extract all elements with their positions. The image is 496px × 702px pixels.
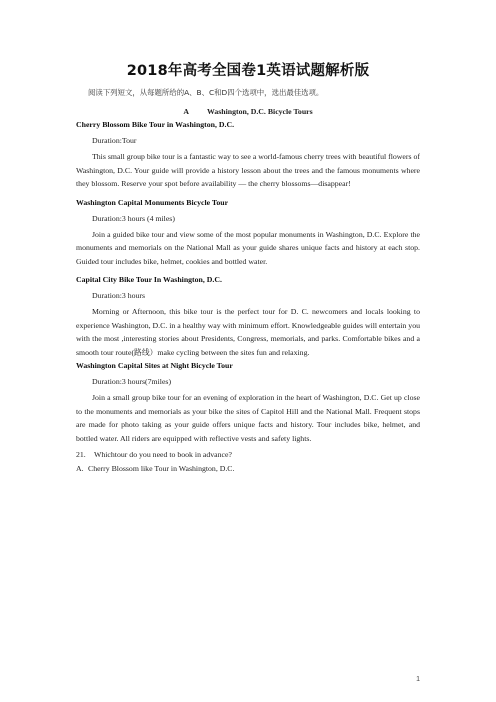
question-text: Whichtour do you need to book in advance?	[94, 450, 232, 459]
tour-duration: Duration:3 hours	[92, 291, 146, 300]
tour-title: Washington Capital Sites at Night Bicycle Tour	[76, 361, 233, 370]
tour-description: Morning or Afternoon, this bike tour is the perfect tour for D. C. newcomers and locals looking to experience Washington, D.C. in a healthy way with minimum effort. Knowledgeable guides will entertain you with the most ,interesting stories about Presidents, Congress, memorials, and parks. Comfortable bikes and a smooth tour route(路线）make cycling between the sites fun and relaxing.	[76, 307, 420, 357]
tour-duration: Duration:3 hours(7miles)	[92, 377, 172, 386]
tour-block-capital-monuments	[76, 196, 420, 269]
instructions: 阅读下列短文，从每题所给的A、B、C和D四个选项中，选出最佳选项。	[88, 88, 324, 97]
section-title: Washington, D.C. Bicycle Tours	[206, 107, 313, 116]
tour-description: This small group bike tour is a fantastic way to see a world-famous cherry trees with beautiful flowers of Washington, D.C. Your guide will provide a history lesson about the trees and the famous monuments where they blossom. Reserve your spot before availability — the cherry blossoms—disappear!	[76, 152, 420, 188]
tour-title: Cherry Blossom Bike Tour in Washington, D.C.	[76, 120, 235, 129]
tour-title: Washington Capital Monuments Bicycle Tour	[76, 197, 229, 207]
section-heading	[76, 106, 420, 118]
option-text: Cherry Blossom like Tour in Washington, D.C.	[88, 464, 235, 473]
tour-title: Capital City Bike Tour In Washington, D.C.	[76, 275, 222, 284]
document-content	[76, 62, 420, 476]
question-21	[76, 448, 420, 462]
section-letter: A	[183, 107, 189, 116]
document-title: 2018年高考全国卷1英语试题解析版	[126, 63, 370, 79]
tour-block-night-sites	[76, 359, 420, 445]
answer-option-a	[76, 462, 420, 476]
question-number: 21.	[76, 450, 86, 459]
tour-block-cherry-blossom	[76, 118, 420, 191]
tour-duration: Duration:3 hours (4 miles)	[92, 213, 175, 223]
option-letter: A.	[76, 464, 84, 473]
tour-description: Join a small group bike tour for an evening of exploration in the heart of Washington, D.C. Get up close to the monuments and memorials as your bike the sites of Capitol Hill and the National Mall. Frequent stops are made for photo taking as your guide offers unique facts and history. Tour includes bike, helmet, and bottled water. All riders are equipped with reflective vests and safety lights.	[76, 393, 420, 443]
tour-block-capital-city	[76, 273, 420, 359]
tour-description: Join a guided bike tour and view some of the most popular monuments in Washington, D.C. Explore the monuments and memorials on the National Mall as your guide shares unique facts and history at each stop. Guided tour includes bike, helmet, cookies and bottled water.	[76, 229, 420, 266]
tour-duration: Duration:Tour	[92, 136, 137, 145]
page-number: 1	[416, 676, 420, 683]
